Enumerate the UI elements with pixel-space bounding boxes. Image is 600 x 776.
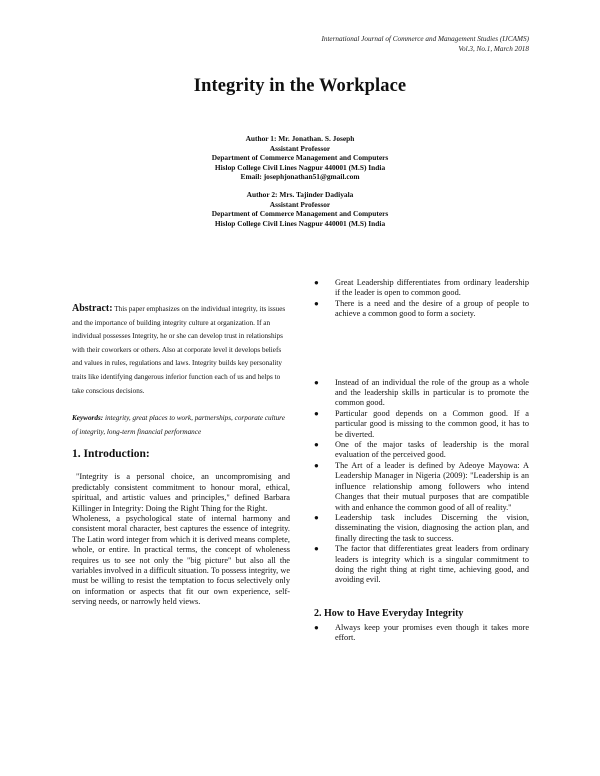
list-item: ● One of the major tasks of leadership is the moral evaluation of the perceived good. [314,440,529,460]
list-item: ● Particular good depends on a Common good. If a particular good is missing to the common good, it has to be diverted. [314,408,529,439]
abstract [72,302,290,398]
author1-dept: Department of Commerce Management and Computers [211,153,389,163]
bullet-icon: ● [314,440,319,450]
intro-heading: 1. Introduction: [72,448,150,461]
bullet-icon: ● [314,278,319,287]
author1-name: Author 1: Mr. Jonathan. S. Joseph [245,134,355,143]
bullet-list-section2 [314,623,529,644]
keywords-text: integrity, great places to work, partnerships, corporate culture of integrity, long-term financial performance [72,414,285,436]
bullet-list-mid [314,378,529,586]
section-2 [314,608,529,644]
list-item: ● Leadership task includes Discerning the vision, disseminating the vision, diagnosing the action plan, and finally directing the task to success. [314,512,529,543]
author2-college: Hislop College Civil Lines Nagpur 440001 (M.S) India [214,218,386,228]
right-column [314,278,529,644]
journal-header [229,35,529,54]
abstract-label: Abstract: [72,303,113,314]
bullet-icon: ● [314,298,319,308]
author-block [0,134,600,228]
list-item: ● The factor that differentiates great leaders from ordinary leaders is integrity which is a singular commitment to doing the right thing at right time, achieving good, and avoiding evil. [314,544,529,585]
keywords-label: Keywords: [72,414,104,423]
paper-title: Integrity in the Workplace [193,76,407,96]
author2-name: Author 2: Mrs. Tajinder Dadiyala [246,189,354,199]
bullet-icon: ● [314,622,319,632]
intro-paragraph-2: Wholeness, a psychological state of internal harmony and consistent moral character, best captures the essence of integrity. The Latin word integer from which it is derived means complete, whole, or entire. In practical terms, the concept of wholeness requires us to see not only the "big picture" but also all the variables involved in a difficult situation. To possess integrity, we must be willing to resist the temptation to focus selectively only on information or aspects that fit our own experience, self-serving needs, or narrowly held views. [72,513,290,607]
abstract-text: This paper emphasizes on the individual integrity, its issues and the importance of building integrity culture at organization. If an individual possesses Integrity, he or she can develop trust in relationships with their coworkers or others. Also at corporate level it develops beliefs and values in rules, regulations and laws. Integrity builds key personality traits like identifying dangerous inferior function each of us and helps to take conscious decisions. [72,305,286,395]
section2-heading: 2. How to Have Everyday Integrity [314,607,464,619]
author1-role: Assistant Professor [269,143,331,153]
author2-dept: Department of Commerce Management and Computers [211,209,389,219]
list-item: ● Great Leadership differentiates from ordinary leadership if the leader is open to common good. [314,278,529,298]
list-item: ● Always keep your promises even though it takes more effort. [314,622,529,643]
list-item: ● The Art of a leader is defined by Adeoye Mayowa: A Leadership Manager in Nigeria (2009): "Leadership is an influence relationship among followers who intend Changes that their mutual purposes that are compatible with and enhance the common good of all of reality." [314,460,529,512]
journal-issue: Vol.3, No.1, March 2018 [458,44,529,53]
bullet-icon: ● [314,512,319,522]
author1-email: Email: josephjonathan51@gmail.com [240,172,360,182]
keywords [72,412,290,439]
bullet-icon: ● [314,460,319,470]
list-item: ● There is a need and the desire of a group of people to achieve a common good to form a society. [314,298,529,319]
left-column [72,302,290,608]
list-item: ● Instead of an individual the role of the group as a whole and the leadership skills in particular is to promote the common good. [314,377,529,408]
intro-paragraph-1: "Integrity is a personal choice, an uncompromising and predictably consistent commitment to honour moral, ethical, spiritual, and artistic values and principles," defined Barbara Killinger in Integrity: Doing the Right Thing for the Right. [72,472,290,513]
bullet-list-top [314,278,529,320]
author1-college: Hislop College Civil Lines Nagpur 440001 (M.S) India [214,162,386,172]
bullet-icon: ● [314,408,319,418]
journal-name: International Journal of Commerce and Management Studies (IJCAMS) [321,35,529,43]
bullet-icon: ● [314,377,319,387]
author2-role: Assistant Professor [269,199,331,209]
bullet-icon: ● [314,544,319,554]
